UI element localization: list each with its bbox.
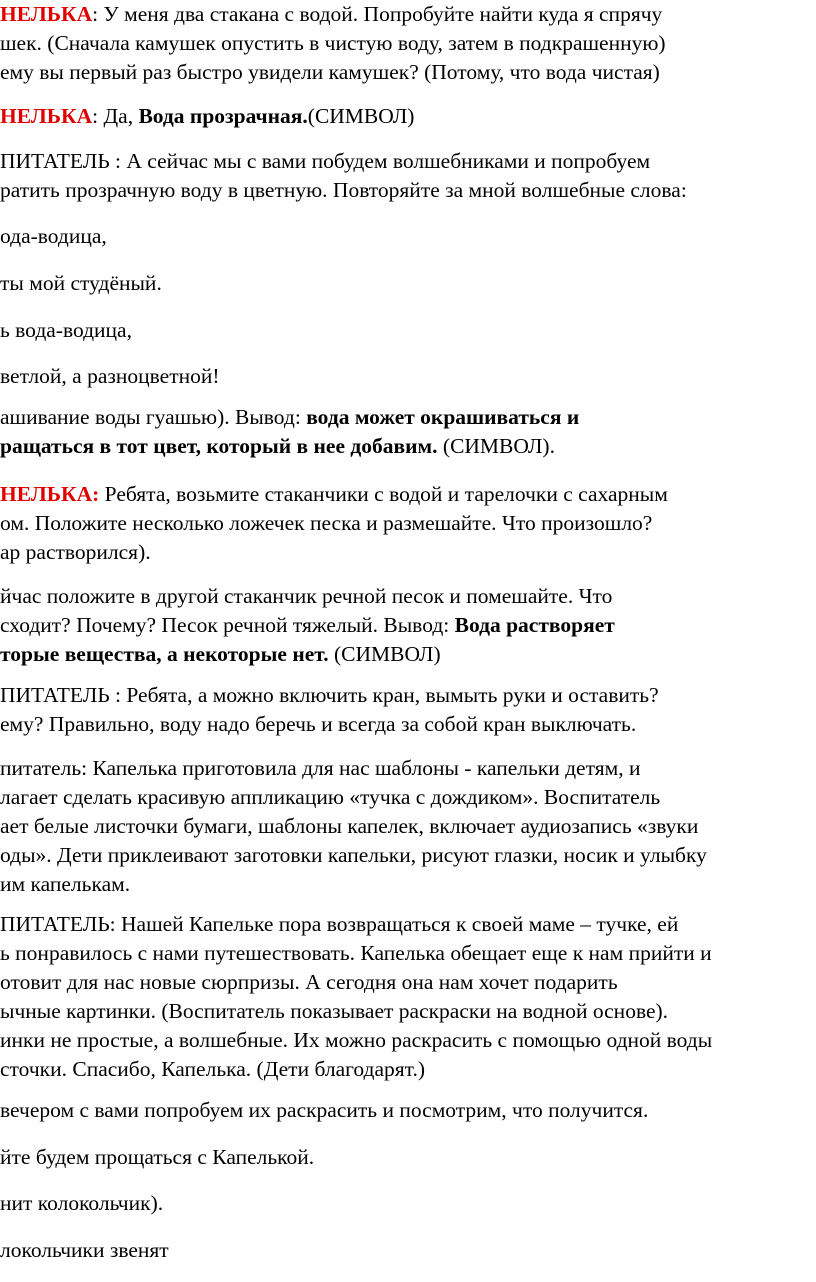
- paragraph-goodbye: йте будем прощаться с Капелькой.: [0, 1145, 315, 1169]
- paragraph-tap: ПИТАТЕЛЬ : Ребята, а можно включить кран, вымыть руки и оставить? ему? Правильно, воду надо беречь и всегда за собой кран выключать.: [0, 683, 659, 736]
- paragraph-gouache: ашивание воды гуашью). Вывод: вода может окрашиваться и ращаться в тот цвет, который в нее добавим. (СИМВОЛ).: [0, 405, 580, 458]
- verse-line-4: ветлой, а разноцветной!: [0, 364, 220, 388]
- paragraph-bells-ring: локольчики звенят: [0, 1238, 169, 1262]
- paragraph-farewell: ПИТАТЕЛЬ: Нашей Капельке пора возвращаться к своей маме – тучке, ей ь понравилось с нами путешествовать. Капелька обещает еще к нам прийти и отовит для нас новые сюрпризы. А сегодня она нам хочет подарить ычные картинки. (Воспитатель показывает раскраски на водной основе). инки не простые, а волшебные. Их можно раскрасить с помощью одной воды сточки. Спасибо, Капелька. (Дети благодарят.): [0, 912, 713, 1081]
- paragraph-sugar: НЕЛЬКА: Ребята, возьмите стаканчики с водой и тарелочки с сахарным ом. Положите несколько ложечек песка и размешайте. Что произошло? ар растворился).: [0, 482, 668, 564]
- speaker-kapelka: НЕЛЬКА: [0, 104, 93, 128]
- paragraph-stones: НЕЛЬКА: У меня два стакана с водой. Попробуйте найти куда я спрячу шек. (Сначала камушек опустить в чистую воду, затем в подкрашенную) ему вы первый раз быстро увидели камушек? (Потому, что вода чистая): [0, 2, 666, 84]
- paragraph-application: питатель: Капелька приготовила для нас шаблоны - капельки детям, и лагает сделать красивую аппликацию «тучка с дождиком». Воспитатель ает белые листочки бумаги, шаблоны капелек, включает аудиозапись «звуки оды». Дети приклеивают заготовки капельки, рисуют глазки, носик и улыбку им капелькам.: [0, 756, 707, 896]
- verse-line-2: ты мой студёный.: [0, 271, 162, 295]
- speaker-kapelka: НЕЛЬКА: [0, 2, 93, 26]
- speaker-kapelka: НЕЛЬКА:: [0, 482, 100, 506]
- verse-line-3: ь вода-водица,: [0, 318, 132, 342]
- paragraph-evening: вечером с вами попробуем их раскрасить и посмотрим, что получится.: [0, 1098, 649, 1122]
- paragraph-bell: нит колокольчик).: [0, 1191, 164, 1215]
- paragraph-transparent: НЕЛЬКА: Да, Вода прозрачная.(СИМВОЛ): [0, 104, 415, 128]
- verse-line-1: ода-водица,: [0, 224, 107, 248]
- paragraph-magicians: ПИТАТЕЛЬ : А сейчас мы с вами побудем волшебниками и попробуем ратить прозрачную воду в цветную. Повторяйте за мной волшебные слова:: [0, 149, 687, 202]
- paragraph-sand: йчас положите в другой стаканчик речной песок и помешайте. Что сходит? Почему? Песок речной тяжелый. Вывод: Вода растворяет торые вещества, а некоторые нет. (СИМВОЛ): [0, 584, 615, 666]
